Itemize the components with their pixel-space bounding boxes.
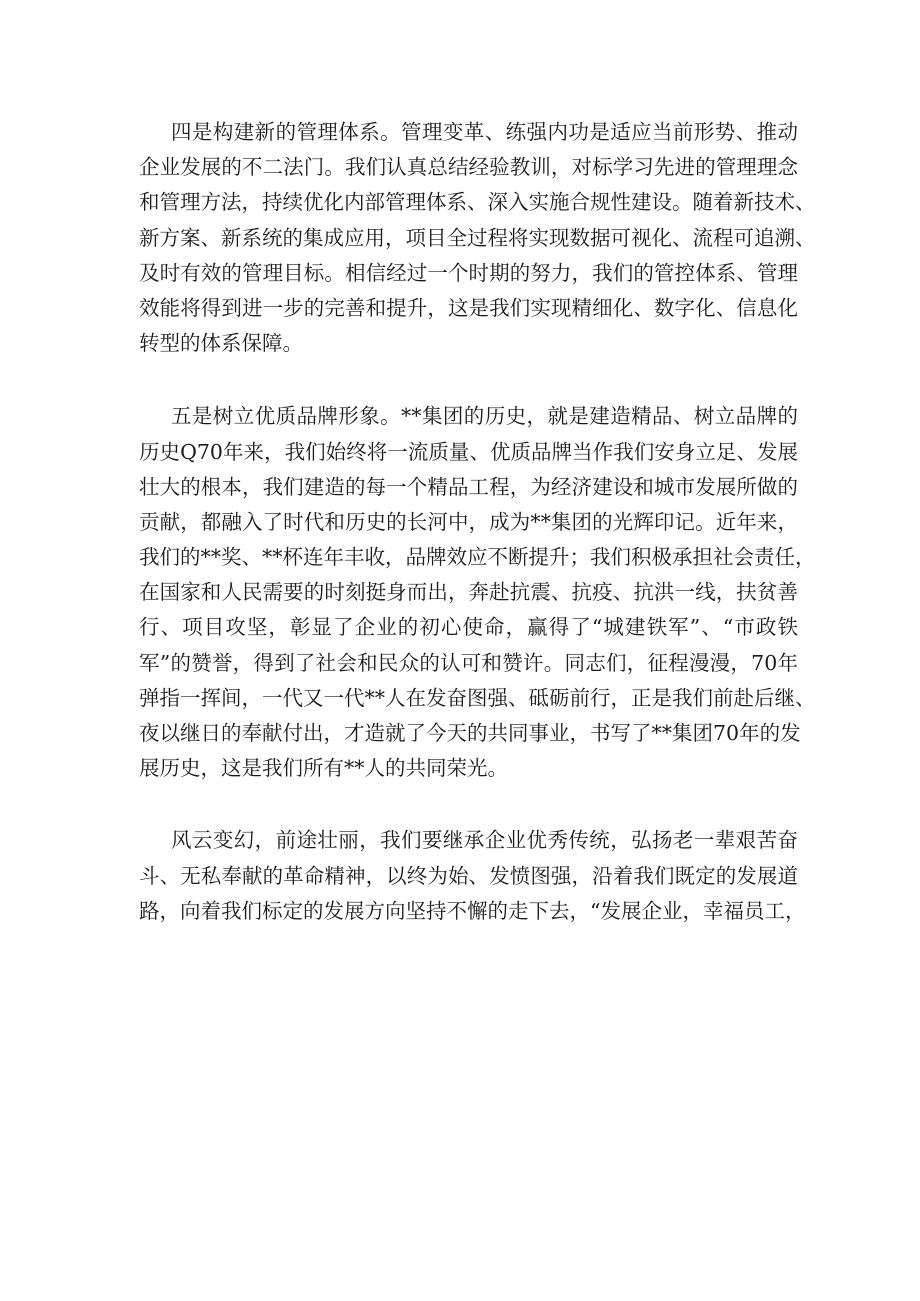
text-line: 企业发展的不二法门。我们认真总结经验教训，对标学习先进的管理理念 [139,155,798,180]
text-line: 展历史，这是我们所有**人的共同荣光。 [139,756,508,781]
text-line: 效能将得到进一步的完善和提升，这是我们实现精细化、数字化、信息化 [139,295,798,320]
text-line: 历史Q70年来，我们始终将一流质量、优质品牌当作我们安身立足、发展 [139,439,798,464]
document-body [139,115,816,929]
text-line: 贡献，都融入了时代和历史的长河中，成为**集团的光辉印记。近年来， [139,509,798,534]
text-line: 在国家和人民需要的时刻挺身而出，奔赴抗震、抗疫、抗洪一线，扶贫善 [139,580,798,605]
text-line: 弹指一挥间，一代又一代**人在发奋图强、砥砺前行，正是我们前赴后继、 [139,685,816,710]
text-line: 行、项目攻坚，彰显了企业的初心使命，赢得了“城建铁军”、“市政铁 [139,615,798,640]
text-line: 夜以继日的奉献付出，才造就了今天的共同事业，书写了**集团70年的发 [139,721,801,745]
text-line: 壮大的根本，我们建造的每一个精品工程，为经济建设和城市发展所做的 [139,474,798,499]
paragraph-spacer [139,786,798,823]
text-line: 路，向着我们标定的发展方向坚持不懈的走下去，“发展企业，幸福员工， [139,898,806,923]
paragraph-conclusion [139,823,806,929]
text-line: 风云变幻，前途壮丽，我们要继承企业优秀传统，弘扬老一辈艰苦奋 [171,828,798,853]
text-line: 和管理方法，持续优化内部管理体系、深入实施合规性建设。随着新技术、 [139,190,816,215]
text-line: 斗、无私奉献的革命精神，以终为始、发愤图强，沿着我们既定的发展道 [139,863,798,888]
text-line: 转型的体系保障。 [139,331,303,356]
text-line: 新方案、新系统的集成应用，项目全过程将实现数据可视化、流程可追溯、 [139,225,816,250]
text-line: 我们的**奖、**杯连年丰收，品牌效应不断提升；我们积极承担社会责任， [139,545,816,570]
paragraph-management-system [139,115,816,361]
text-line: 四是构建新的管理体系。管理变革、练强内功是适应当前形势、推动 [171,120,798,144]
text-line: 五是树立优质品牌形象。**集团的历史，就是建造精品、树立品牌的 [171,404,798,429]
paragraph-spacer [139,361,798,399]
text-line: 军”的赞誉，得到了社会和民众的认可和赞许。同志们，征程漫漫，70年 [139,650,798,675]
text-line: 及时有效的管理目标。相信经过一个时期的努力，我们的管控体系、管理 [139,260,798,285]
paragraph-brand-image [139,399,816,786]
